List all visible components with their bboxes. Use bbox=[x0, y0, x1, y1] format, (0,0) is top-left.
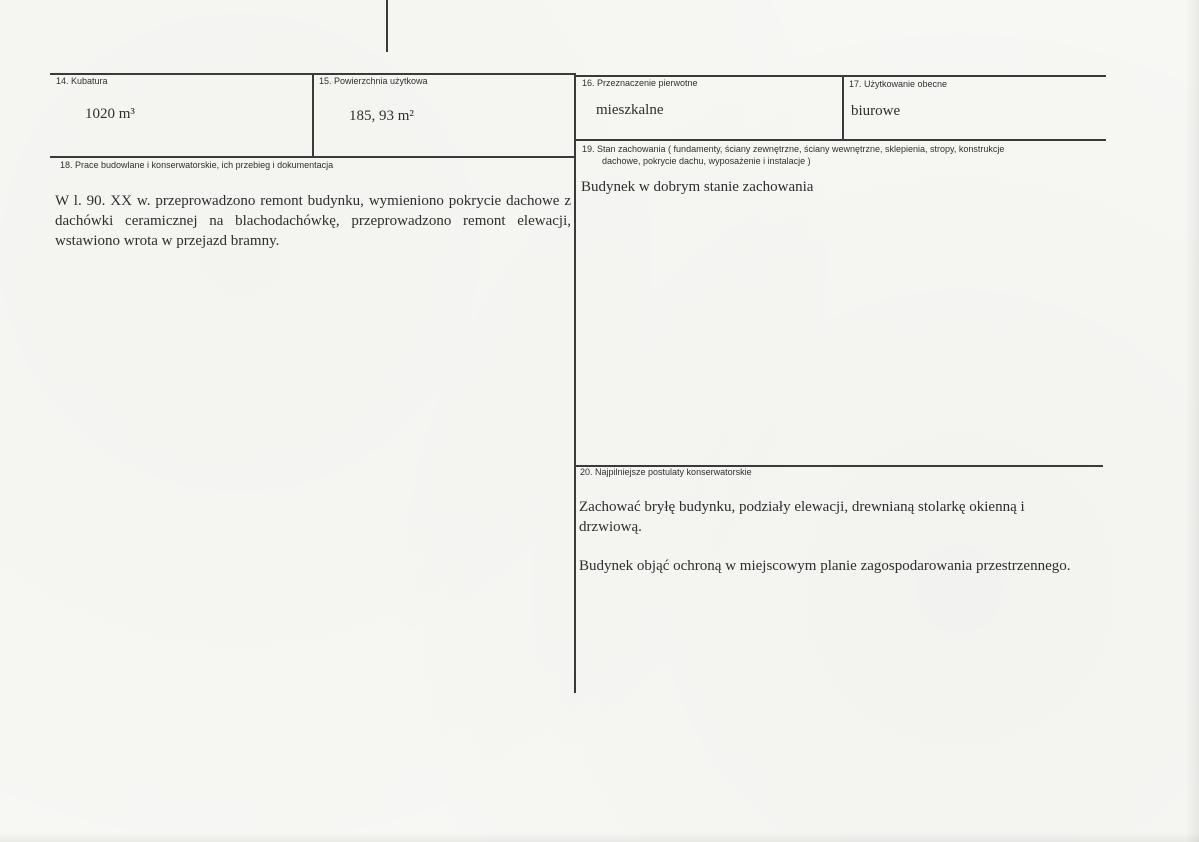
field-17-label: 17. Użytkowanie obecne bbox=[849, 79, 948, 89]
field-15-label: 15. Powierzchnia użytkowa bbox=[319, 76, 428, 86]
field-20-label: 20. Najpilniejsze postulaty konserwatorskie bbox=[580, 467, 752, 477]
top-stub-divider bbox=[386, 0, 388, 52]
center-divider bbox=[574, 73, 576, 693]
field-14-value: 1020 m³ bbox=[85, 106, 135, 122]
field-15-value: 185, 93 m² bbox=[349, 108, 414, 124]
page-edge-shadow-right bbox=[1185, 0, 1199, 842]
field-19-label-line1: 19. Stan zachowania ( fundamenty, ściany zewnętrzne, ściany wewnętrzne, sklepienia, stropy, konstrukcje bbox=[582, 144, 1005, 154]
field-20-text-2: Budynek objąć ochroną w miejscowym planie zagospodarowania przestrzennego. bbox=[579, 558, 1071, 574]
field-16-label: 16. Przeznaczenie pierwotne bbox=[582, 78, 698, 88]
field-14-label: 14. Kubatura bbox=[56, 76, 108, 86]
field-16-value: mieszkalne bbox=[596, 102, 664, 118]
row-18-top-line bbox=[50, 156, 575, 158]
field-19-label-line2: dachowe, pokrycie dachu, wyposażenie i instalacje ) bbox=[602, 156, 811, 166]
field-18-label: 18. Prace budowlane i konserwatorskie, ich przebieg i dokumentacja bbox=[60, 160, 334, 170]
field-18-text: W l. 90. XX w. przeprowadzono remont budynku, wymieniono pokrycie dachowe z dachówki ceramicznej na blachodachówkę, przeprowadzono remont elewacji, wstawiono wrota w przejazd bramny. bbox=[55, 193, 571, 249]
divider-16-17 bbox=[842, 75, 844, 139]
field-20-text-1: Zachować bryłę budynku, podziały elewacji, drewnianą stolarkę okienną i drzwiową. bbox=[579, 499, 1025, 535]
page-edge-shadow-bottom bbox=[0, 832, 1199, 842]
field-19-label bbox=[582, 143, 1098, 167]
row-top-line-right bbox=[575, 75, 1106, 77]
divider-14-15 bbox=[312, 73, 314, 157]
row-19-top-line bbox=[575, 139, 1106, 141]
field-17-value: biurowe bbox=[851, 103, 901, 119]
field-19-text: Budynek w dobrym stanie zachowania bbox=[581, 179, 814, 195]
